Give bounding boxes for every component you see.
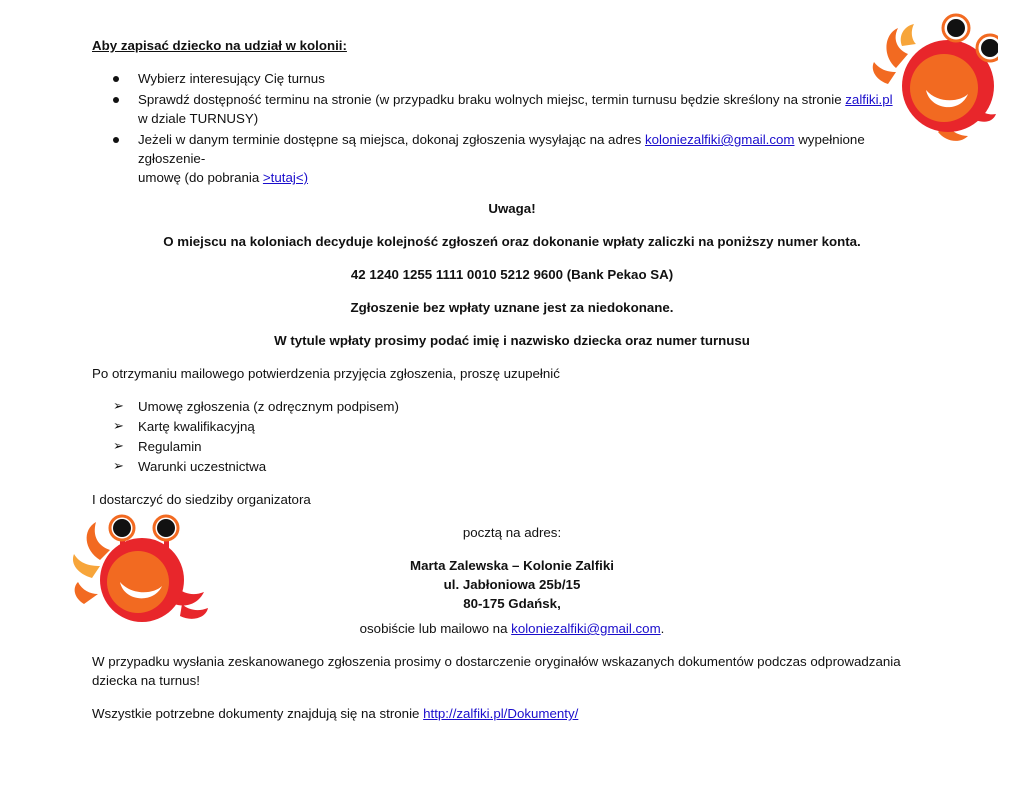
documents-list [92, 397, 932, 476]
email-link[interactable]: koloniezalfiki@gmail.com [511, 621, 661, 636]
organizer-address [92, 556, 932, 613]
arrowhead-bullet-icon: ➢ [113, 399, 124, 414]
documents-note [92, 704, 932, 723]
post-label: pocztą na adres: [462, 525, 562, 540]
arrowhead-bullet-icon: ➢ [113, 419, 124, 434]
list-item [92, 437, 932, 456]
step-text-after: wypełnione zgłoszenie- [138, 132, 865, 166]
list-item [92, 397, 932, 416]
personal-text-end: . [660, 621, 665, 636]
step-text: Wybierz interesujący Cię turnus [138, 71, 325, 86]
scan-note: W przypadku wysłania zeskanowanego zgłoszenia prosimy o dostarczenie oryginałów wskazanych dokumentów podczas odprowadzania dziecka na turnus! [92, 654, 901, 688]
page-heading: Aby zapisać dziecko na udział w kolonii: [92, 38, 347, 53]
disc-bullet-icon [113, 76, 119, 82]
disc-bullet-icon [113, 137, 119, 143]
notice-transfer-title: W tytule wpłaty prosimy podać imię i nazwisko dziecka oraz numer turnusu [274, 333, 750, 348]
list-item [92, 417, 932, 436]
step-text-line2: w dziale TURNUSY) [138, 111, 259, 126]
document-name: Warunki uczestnictwa [138, 459, 267, 474]
list-item [92, 457, 932, 476]
disc-bullet-icon [113, 97, 119, 103]
steps-list [92, 69, 932, 187]
document-name: Kartę kwalifikacyjną [138, 419, 255, 434]
address-line: ul. Jabłoniowa 25b/15 [443, 577, 581, 592]
address-line: Marta Zalewska – Kolonie Zalfiki [410, 558, 614, 573]
zalfiki-site-link[interactable]: zalfiki.pl [845, 92, 893, 107]
notice-order: O miejscu na koloniach decyduje kolejność zgłoszeń oraz dokonanie wpłaty zaliczki na poniższy numer konta. [163, 234, 861, 249]
notice-payment: Zgłoszenie bez wpłaty uznane jest za niedokonane. [350, 300, 674, 315]
list-item [92, 90, 932, 128]
step-text: Sprawdź dostępność terminu na stronie (w przypadku braku wolnych miejsc, termin turnusu będzie skreślony na stronie [138, 92, 846, 107]
deliver-text: I dostarczyć do siedziby organizatora [92, 492, 311, 507]
email-link[interactable]: koloniezalfiki@gmail.com [645, 132, 795, 147]
address-line: 80-175 Gdańsk, [463, 596, 561, 611]
document-page [92, 36, 932, 737]
download-form-link[interactable]: >tutaj<) [262, 170, 309, 185]
after-confirm-text: Po otrzymaniu mailowego potwierdzenia przyjęcia zgłoszenia, proszę uzupełnić [92, 366, 560, 381]
documents-page-link[interactable]: http://zalfiki.pl/Dokumenty/ [423, 706, 579, 721]
list-item [92, 69, 932, 88]
personal-delivery [92, 619, 932, 638]
list-item [92, 130, 932, 187]
document-name: Umowę zgłoszenia (z odręcznym podpisem) [138, 399, 399, 414]
notice-heading: Uwaga! [488, 201, 536, 216]
arrowhead-bullet-icon: ➢ [113, 459, 124, 474]
personal-text: osobiście lub mailowo na [359, 621, 512, 636]
bank-account: 42 1240 1255 1111 0010 5212 9600 (Bank Pekao SA) [350, 267, 674, 282]
document-name: Regulamin [138, 439, 202, 454]
arrowhead-bullet-icon: ➢ [113, 439, 124, 454]
step-text: Jeżeli w danym terminie dostępne są miejsca, dokonaj zgłoszenia wysyłając na adres [138, 132, 646, 147]
documents-note-text: Wszystkie potrzebne dokumenty znajdują się na stronie [92, 706, 424, 721]
step-text-line2: umowę (do pobrania [138, 170, 263, 185]
